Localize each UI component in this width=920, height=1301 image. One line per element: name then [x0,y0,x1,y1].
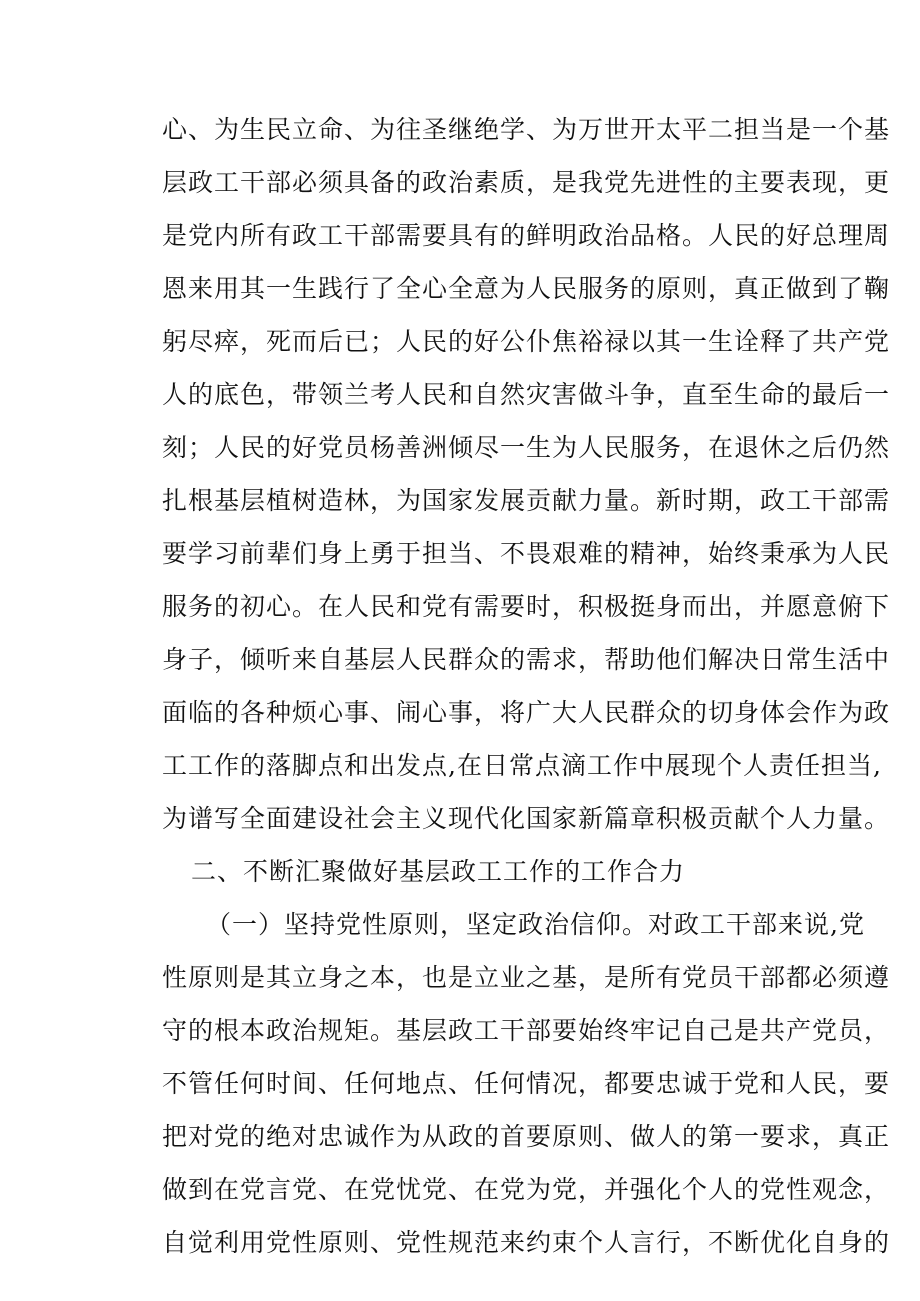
paragraph-2-line-2: 性原则是其立身之本，也是立业之基，是所有党员干部都必须遵 [162,963,891,992]
paragraph-1-line-11: 身子，倾听来自基层人民群众的需求，帮助他们解决日常生活中 [162,645,891,674]
paragraph-2-line-5: 把对党的绝对忠诚作为从政的首要原则、做人的第一要求，真正 [162,1122,891,1151]
paragraph-1-line-6: 人的底色，带领兰考人民和自然灾害做斗争，直至生命的最后一 [162,380,891,409]
paragraph-1-line-13: 工工作的落脚点和出发点,在日常点滴工作中展现个人责任担当, [162,751,882,780]
paragraph-2-line-7: 自觉利用党性原则、党性规范来约束个人言行，不断优化自身的 [162,1228,891,1257]
paragraph-2-line-4: 不管任何时间、任何地点、任何情况，都要忠诚于党和人民，要 [162,1069,891,1098]
paragraph-1-line-9: 要学习前辈们身上勇于担当、不畏艰难的精神，始终秉承为人民 [162,539,891,568]
paragraph-2-line-1: （一）坚持党性原则，坚定政治信仰。对政工干部来说,党 [206,910,865,939]
paragraph-1-line-3: 是党内所有政工干部需要具有的鲜明政治品格。人民的好总理周 [162,221,891,250]
section-heading: 二、不断汇聚做好基层政工工作的工作合力 [191,857,686,886]
paragraph-2-line-3: 守的根本政治规矩。基层政工干部要始终牢记自己是共产党员， [162,1016,891,1045]
paragraph-1-line-8: 扎根基层植树造林，为国家发展贡献力量。新时期，政工干部需 [162,486,891,515]
paragraph-1-line-14: 为谱写全面建设社会主义现代化国家新篇章积极贡献个人力量。 [162,804,891,833]
paragraph-1-line-1: 心、为生民立命、为往圣继绝学、为万世开太平二担当是一个基 [162,115,891,144]
paragraph-1-line-4: 恩来用其一生践行了全心全意为人民服务的原则，真正做到了鞠 [162,274,891,303]
paragraph-1-line-2: 层政工干部必须具备的政治素质，是我党先进性的主要表现，更 [162,168,891,197]
paragraph-2-line-6: 做到在党言党、在党忧党、在党为党，并强化个人的党性观念， [162,1175,891,1204]
paragraph-1-line-5: 躬尽瘁，死而后已；人民的好公仆焦裕禄以其一生诠释了共产党 [162,327,891,356]
paragraph-1-line-7: 刻；人民的好党员杨善洲倾尽一生为人民服务，在退休之后仍然 [162,433,891,462]
paragraph-1-line-10: 服务的初心。在人民和党有需要时，积极挺身而出，并愿意俯下 [162,592,891,621]
paragraph-1-line-12: 面临的各种烦心事、闹心事，将广大人民群众的切身体会作为政 [162,698,891,727]
